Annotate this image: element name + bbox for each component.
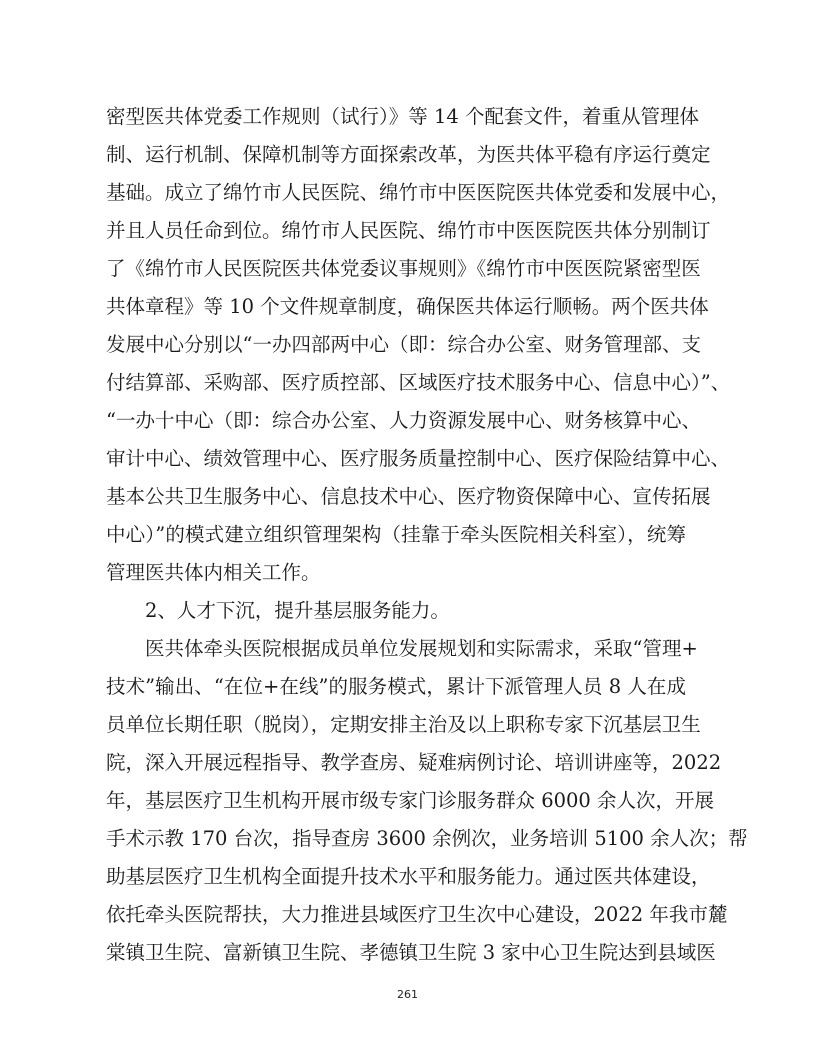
text-line: 棠镇卫生院、富新镇卫生院、孝德镇卫生院 3 家中心卫生院达到县域医 [106, 941, 716, 964]
section-heading: 2、人才下沉，提升基层服务能力。 [145, 599, 450, 622]
text-line: 共体章程》等 10 个文件规章制度，确保医共体运行顺畅。两个医共体 [106, 295, 709, 318]
text-line: 员单位长期任职（脱岗），定期安排主治及以上职称专家下沉基层卫生 [106, 713, 701, 736]
text-line: 技术”输出、“在位+在线”的服务模式，累计下派管理人员 8 人在成 [106, 675, 686, 698]
text-line: 院，深入开展远程指导、教学查房、疑难病例讨论、培训讲座等，2022 [106, 751, 722, 774]
text-line: 了《绵竹市人民医院医共体党委议事规则》《绵竹市中医医院紧密型医 [106, 257, 701, 280]
text-line: 医共体牵头医院根据成员单位发展规划和实际需求，采取“管理+ [145, 637, 698, 660]
text-line: 手术示教 170 台次，指导查房 3600 余例次，业务培训 5100 余人次；帮 [106, 827, 748, 850]
text-line: 发展中心分别以“一办四部两中心（即：综合办公室、财务管理部、支 [106, 333, 701, 356]
text-line: 基础。成立了绵竹市人民医院、绵竹市中医医院医共体党委和发展中心， [106, 181, 731, 204]
page-number: 261 [397, 988, 418, 1001]
text-line: 制、运行机制、保障机制等方面探索改革，为医共体平稳有序运行奠定 [106, 143, 711, 166]
text-line: “一办十中心（即：综合办公室、人力资源发展中心、财务核算中心、 [106, 409, 701, 432]
text-line: 审计中心、绩效管理中心、医疗服务质量控制中心、医疗保险结算中心、 [106, 447, 731, 470]
body-text [106, 98, 748, 972]
text-line: 中心）”的模式建立组织管理架构（挂靠于牵头医院相关科室），统筹 [106, 523, 686, 546]
text-line: 助基层医疗卫生机构全面提升技术水平和服务能力。通过医共体建设， [106, 865, 711, 888]
text-line: 管理医共体内相关工作。 [106, 561, 321, 584]
text-line: 依托牵头医院帮扶，大力推进县域医疗卫生次中心建设，2022 年我市麓 [106, 903, 728, 926]
text-line: 密型医共体党委工作规则（试行）》等 14 个配套文件，着重从管理体 [106, 105, 699, 128]
text-line: 基本公共卫生服务中心、信息技术中心、医疗物资保障中心、宣传拓展 [106, 485, 711, 508]
text-line: 并且人员任命到位。绵竹市人民医院、绵竹市中医医院医共体分别制订 [106, 219, 711, 242]
text-line: 年，基层医疗卫生机构开展市级专家门诊服务群众 6000 余人次，开展 [106, 789, 715, 812]
text-line: 付结算部、采购部、医疗质控部、区域医疗技术服务中心、信息中心）”、 [106, 371, 731, 394]
